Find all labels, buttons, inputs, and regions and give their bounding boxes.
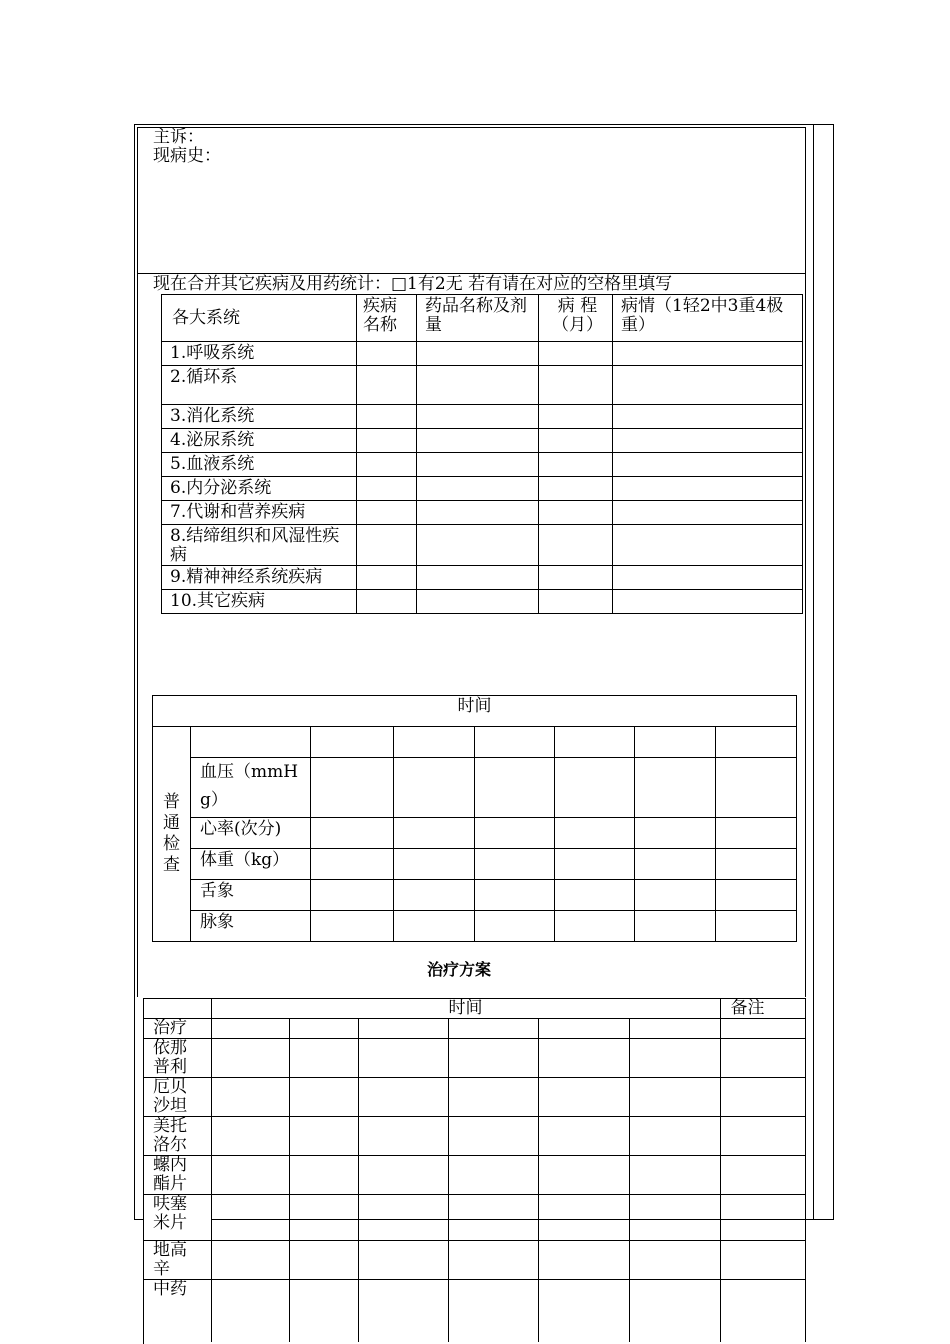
treatment-row-label: 美托洛尔 <box>143 1117 211 1156</box>
drug-dose-cell[interactable] <box>417 405 539 429</box>
exam-cell[interactable] <box>716 727 797 758</box>
treatment-cell[interactable] <box>211 1280 289 1342</box>
treatment-subrow-line <box>211 1219 805 1220</box>
exam-row-label: 心率(次分) <box>191 818 311 849</box>
duration-cell[interactable] <box>539 501 613 525</box>
table-row <box>153 818 797 849</box>
exam-cell[interactable] <box>394 911 475 942</box>
severity-cell[interactable] <box>613 590 803 614</box>
drug-dose-cell[interactable] <box>417 477 539 501</box>
treatment-row-label: 地高辛 <box>143 1241 211 1280</box>
exam-cell[interactable] <box>555 758 635 818</box>
treatment-header-blank <box>143 999 211 1019</box>
exam-cell[interactable] <box>475 758 555 818</box>
exam-cell[interactable] <box>635 758 716 818</box>
table-row <box>153 727 797 758</box>
system-label: 3.消化系统 <box>162 405 357 429</box>
drug-dose-cell[interactable] <box>417 525 539 566</box>
table-row <box>143 1156 805 1195</box>
duration-cell[interactable] <box>539 405 613 429</box>
severity-cell[interactable] <box>613 566 803 590</box>
exam-cell[interactable] <box>311 727 394 758</box>
header-severity: 病情（1轻2中3重4极重） <box>613 295 803 342</box>
system-label: 10.其它疾病 <box>162 590 357 614</box>
exam-cell[interactable] <box>635 849 716 880</box>
treatment-cell[interactable] <box>211 1078 289 1117</box>
treatment-cell[interactable] <box>629 1117 720 1156</box>
table-row <box>143 1195 805 1241</box>
treatment-remarks-cell[interactable] <box>720 1039 805 1078</box>
disease-name-cell[interactable] <box>357 405 417 429</box>
exam-cell[interactable] <box>475 880 555 911</box>
outer-frame-top <box>134 124 834 125</box>
treatment-cell[interactable] <box>448 1019 538 1039</box>
exam-cell[interactable] <box>394 727 475 758</box>
treatment-cell[interactable] <box>211 1019 289 1039</box>
duration-cell[interactable] <box>539 566 613 590</box>
treatment-cell[interactable] <box>448 1195 538 1241</box>
treatment-cell[interactable] <box>448 1241 538 1280</box>
system-label: 1.呼吸系统 <box>162 342 357 366</box>
treatment-remarks-cell[interactable] <box>720 1078 805 1117</box>
exam-cell[interactable] <box>311 911 394 942</box>
table-row <box>162 405 803 429</box>
treatment-row-label: 中药 <box>143 1280 211 1342</box>
treatment-cell[interactable] <box>358 1117 448 1156</box>
exam-cell[interactable] <box>635 727 716 758</box>
chief-complaint-label: 主诉： <box>153 127 204 147</box>
exam-cell[interactable] <box>555 727 635 758</box>
exam-row-label: 血压（mmHg） <box>191 758 311 818</box>
treatment-left-border <box>143 998 144 1344</box>
disease-name-cell[interactable] <box>357 566 417 590</box>
exam-blank-label <box>191 727 311 758</box>
treatment-cell[interactable] <box>448 1117 538 1156</box>
drug-dose-cell[interactable] <box>417 566 539 590</box>
severity-cell[interactable] <box>613 429 803 453</box>
treatment-cell[interactable] <box>448 1156 538 1195</box>
treatment-cell[interactable] <box>629 1019 720 1039</box>
table-row <box>162 525 803 566</box>
system-label: 6.内分泌系统 <box>162 477 357 501</box>
drug-dose-cell[interactable] <box>417 453 539 477</box>
drug-dose-cell[interactable] <box>417 366 539 405</box>
treatment-cell[interactable] <box>538 1280 629 1342</box>
treatment-cell[interactable] <box>289 1280 358 1342</box>
drug-dose-cell[interactable] <box>417 429 539 453</box>
treatment-cell[interactable] <box>358 1280 448 1342</box>
exam-cell[interactable] <box>311 849 394 880</box>
outer-frame-right <box>833 124 834 1220</box>
table-row <box>143 1241 805 1280</box>
treatment-cell[interactable] <box>211 1156 289 1195</box>
treatment-cell[interactable] <box>358 1039 448 1078</box>
treatment-cell[interactable] <box>211 1117 289 1156</box>
treatment-remarks-cell[interactable] <box>720 1195 805 1241</box>
table-row <box>143 1117 805 1156</box>
duration-cell[interactable] <box>539 429 613 453</box>
exam-cell[interactable] <box>475 818 555 849</box>
severity-cell[interactable] <box>613 366 803 405</box>
exam-cell[interactable] <box>475 911 555 942</box>
treatment-cell[interactable] <box>538 1241 629 1280</box>
table-row <box>162 566 803 590</box>
treatment-cell[interactable] <box>211 1039 289 1078</box>
system-label: 4.泌尿系统 <box>162 429 357 453</box>
treatment-row-label: 治疗 <box>143 1019 211 1039</box>
treatment-cell[interactable] <box>358 1241 448 1280</box>
system-label: 9.精神神经系统疾病 <box>162 566 357 590</box>
treatment-cell[interactable] <box>629 1241 720 1280</box>
exam-cell[interactable] <box>311 818 394 849</box>
disease-name-cell[interactable] <box>357 366 417 405</box>
treatment-row-label: 厄贝沙坦 <box>143 1078 211 1117</box>
table-row <box>143 1039 805 1078</box>
exam-cell[interactable] <box>394 818 475 849</box>
treatment-cell[interactable] <box>289 1078 358 1117</box>
header-duration: 病 程（月） <box>539 295 613 342</box>
table-row <box>162 477 803 501</box>
table-row <box>153 911 797 942</box>
treatment-cell[interactable] <box>629 1039 720 1078</box>
treatment-cell[interactable] <box>289 1195 358 1241</box>
treatment-cell[interactable] <box>358 1156 448 1195</box>
disease-name-cell[interactable] <box>357 453 417 477</box>
treatment-cell[interactable] <box>538 1078 629 1117</box>
disease-name-cell[interactable] <box>357 501 417 525</box>
exam-cell[interactable] <box>311 880 394 911</box>
treatment-cell[interactable] <box>629 1078 720 1117</box>
exam-time-header: 时间 <box>153 696 797 727</box>
header-drug-dose: 药品名称及剂量 <box>417 295 539 342</box>
exam-cell[interactable] <box>311 758 394 818</box>
comorbidity-table <box>161 294 803 614</box>
treatment-remarks-cell[interactable] <box>720 1019 805 1039</box>
severity-cell[interactable] <box>613 342 803 366</box>
treatment-cell[interactable] <box>289 1019 358 1039</box>
table-row <box>162 590 803 614</box>
severity-cell[interactable] <box>613 525 803 566</box>
treatment-remarks-cell[interactable] <box>720 1280 805 1342</box>
table-row <box>143 1280 805 1342</box>
exam-cell[interactable] <box>716 849 797 880</box>
table-row <box>153 758 797 818</box>
duration-cell[interactable] <box>539 477 613 501</box>
drug-dose-cell[interactable] <box>417 342 539 366</box>
treatment-header-row <box>143 999 805 1019</box>
outer-frame-top-inner <box>137 127 805 128</box>
treatment-remarks-header: 备注 <box>720 999 805 1019</box>
system-label: 5.血液系统 <box>162 453 357 477</box>
exam-cell[interactable] <box>394 849 475 880</box>
treatment-cell[interactable] <box>629 1280 720 1342</box>
duration-cell[interactable] <box>539 590 613 614</box>
exam-row-label: 脉象 <box>191 911 311 942</box>
treatment-cell[interactable] <box>629 1195 720 1241</box>
treatment-cell[interactable] <box>538 1156 629 1195</box>
disease-name-cell[interactable] <box>357 590 417 614</box>
exam-cell[interactable] <box>716 758 797 818</box>
treatment-cell[interactable] <box>289 1241 358 1280</box>
outer-frame-bottom <box>805 1219 834 1220</box>
duration-cell[interactable] <box>539 366 613 405</box>
system-label: 8.结缔组织和风湿性疾病 <box>162 525 357 566</box>
treatment-remarks-cell[interactable] <box>720 1117 805 1156</box>
exam-cell[interactable] <box>555 818 635 849</box>
exam-row-label: 舌象 <box>191 880 311 911</box>
table-row <box>153 849 797 880</box>
severity-cell[interactable] <box>613 453 803 477</box>
treatment-time-header: 时间 <box>211 999 720 1019</box>
treatment-row-label: 螺内酯片 <box>143 1156 211 1195</box>
drug-dose-cell[interactable] <box>417 590 539 614</box>
system-label: 2.循环系 <box>162 366 357 405</box>
treatment-cell[interactable] <box>629 1156 720 1195</box>
exam-cell[interactable] <box>475 727 555 758</box>
exam-cell[interactable] <box>716 818 797 849</box>
header-system: 各大系统 <box>162 295 357 342</box>
treatment-cell[interactable] <box>538 1117 629 1156</box>
exam-cell[interactable] <box>716 911 797 942</box>
exam-cell[interactable] <box>635 911 716 942</box>
treatment-row-label: 依那普利 <box>143 1039 211 1078</box>
exam-group-label: 普通检查 <box>153 727 191 942</box>
outer-frame-bottom-left <box>134 1219 143 1220</box>
outer-frame-left-inner <box>137 127 138 997</box>
treatment-cell[interactable] <box>538 1019 629 1039</box>
exam-cell[interactable] <box>555 849 635 880</box>
treatment-cell[interactable] <box>289 1039 358 1078</box>
present-illness-label: 现病史： <box>153 146 221 166</box>
treatment-cell[interactable] <box>358 1078 448 1117</box>
disease-name-cell[interactable] <box>357 477 417 501</box>
exam-cell[interactable] <box>716 880 797 911</box>
exam-row-label: 体重（kg） <box>191 849 311 880</box>
exam-cell[interactable] <box>635 818 716 849</box>
table-row <box>162 429 803 453</box>
exam-cell[interactable] <box>394 880 475 911</box>
treatment-remarks-cell[interactable] <box>720 1156 805 1195</box>
treatment-row-label: 呋塞米片 <box>143 1195 211 1241</box>
drug-dose-cell[interactable] <box>417 501 539 525</box>
disease-name-cell[interactable] <box>357 429 417 453</box>
treatment-remarks-cell[interactable] <box>720 1241 805 1280</box>
outer-frame-right-inner <box>805 127 806 997</box>
table-row <box>143 1078 805 1117</box>
exam-time-header-row <box>153 696 797 727</box>
treatment-cell[interactable] <box>448 1039 538 1078</box>
treatment-cell[interactable] <box>289 1156 358 1195</box>
table-row <box>162 342 803 366</box>
duration-cell[interactable] <box>539 342 613 366</box>
treatment-cell[interactable] <box>211 1241 289 1280</box>
severity-cell[interactable] <box>613 477 803 501</box>
treatment-cell[interactable] <box>538 1039 629 1078</box>
treatment-cell[interactable] <box>358 1195 448 1241</box>
table-row <box>162 453 803 477</box>
treatment-title: 治疗方案 <box>426 960 491 979</box>
treatment-cell[interactable] <box>289 1117 358 1156</box>
exam-table <box>152 695 797 942</box>
exam-cell[interactable] <box>394 758 475 818</box>
comorbidity-question: 现在合并其它疾病及用药统计：□1有2无 若有请在对应的空格里填写 <box>153 274 673 294</box>
treatment-cell[interactable] <box>358 1019 448 1039</box>
treatment-cell[interactable] <box>448 1280 538 1342</box>
outer-frame-left <box>134 124 135 1220</box>
outer-frame-right-mid <box>813 124 814 1220</box>
disease-name-cell[interactable] <box>357 525 417 566</box>
treatment-cell[interactable] <box>538 1195 629 1241</box>
treatment-cell[interactable] <box>211 1195 289 1241</box>
comorbidity-header-row <box>162 295 803 342</box>
duration-cell[interactable] <box>539 453 613 477</box>
exam-cell[interactable] <box>555 911 635 942</box>
severity-cell[interactable] <box>613 405 803 429</box>
table-row <box>162 501 803 525</box>
exam-cell[interactable] <box>635 880 716 911</box>
disease-name-cell[interactable] <box>357 342 417 366</box>
exam-cell[interactable] <box>475 849 555 880</box>
severity-cell[interactable] <box>613 501 803 525</box>
treatment-table <box>143 998 806 1342</box>
table-row <box>153 880 797 911</box>
exam-cell[interactable] <box>555 880 635 911</box>
duration-cell[interactable] <box>539 525 613 566</box>
table-row <box>143 1019 805 1039</box>
system-label: 7.代谢和营养疾病 <box>162 501 357 525</box>
header-disease-name: 疾病名称 <box>357 295 417 342</box>
treatment-cell[interactable] <box>448 1078 538 1117</box>
table-row <box>162 366 803 405</box>
